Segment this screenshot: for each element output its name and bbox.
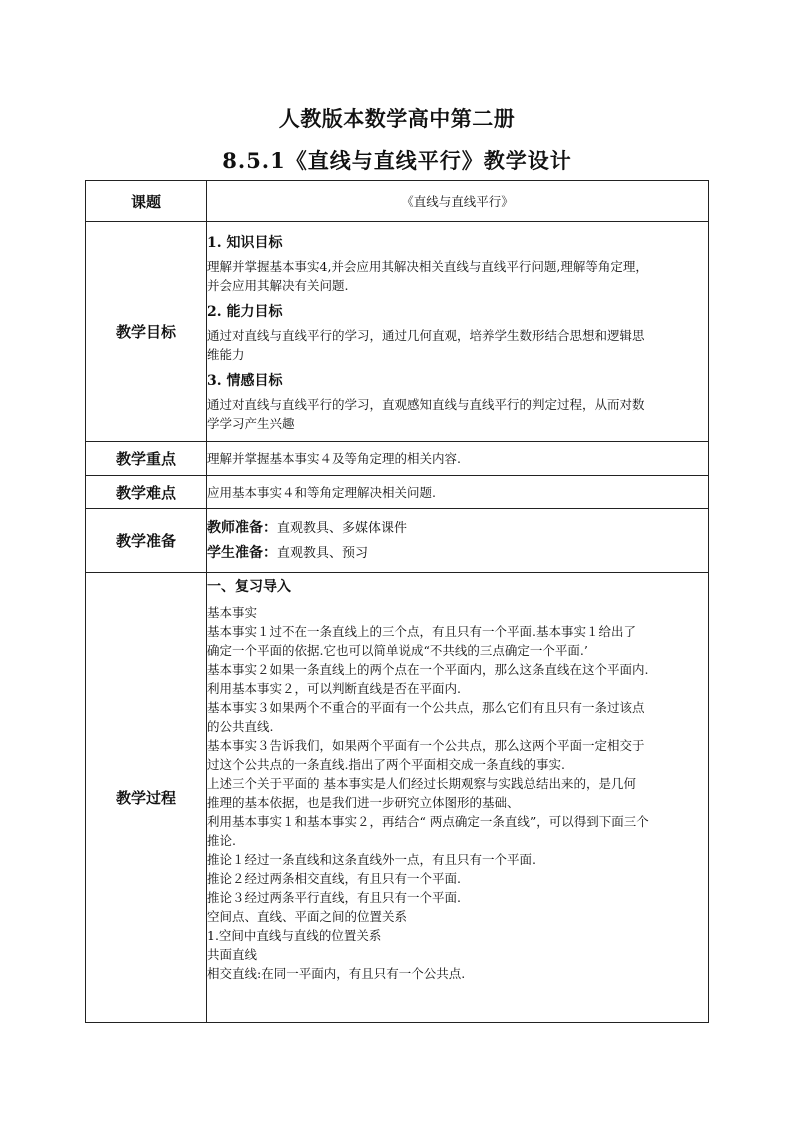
process-line: 基本事实: [207, 605, 258, 620]
lesson-plan-table: [85, 180, 709, 1023]
preparation-label: 教学准备: [86, 509, 207, 573]
key-points-value: 理解并掌握基本事实４及等角定理的相关内容.: [207, 442, 709, 476]
knowledge-goal-line: 理解并掌握基本事实4,并会应用其解决相关直线与直线平行问题,理解等角定理，: [207, 259, 648, 274]
teacher-preparation-value: 直观教具、多媒体课件: [277, 520, 408, 536]
key-points-row: [86, 442, 709, 476]
process-line: 上述三个关于平面的 基本事实是人们经过长期观察与实践总结出来的，是几何: [207, 776, 636, 791]
process-line: 推理的基本依据，也是我们进一步研究立体图形的基础、: [207, 795, 520, 810]
process-line: 基本事实３如果两个不重合的平面有一个公共点，那么它们有且只有一条过该点: [207, 700, 645, 715]
process-line: 基本事实２如果一条直线上的两个点在一个平面内，那么这条直线在这个平面内.: [207, 662, 649, 677]
preparation-row: [86, 509, 709, 573]
process-content: [207, 573, 709, 1023]
emotion-goal-line: 学学习产生兴趣: [207, 416, 295, 431]
process-line: 基本事实１过不在一条直线上的三个点，有且只有一个平面.基本事实１给出了: [207, 624, 636, 639]
process-lines: [207, 603, 708, 983]
process-line: 相交直线:在同一平面内，有且只有一个公共点.: [207, 966, 466, 981]
process-line: 共面直线: [207, 947, 258, 962]
process-line: 空间点、直线、平面之间的位置关系: [207, 909, 408, 924]
process-line: 推论２经过两条相交直线，有且只有一个平面.: [207, 871, 461, 886]
process-line: 利用基本事实１和基本事实２，再结合“ 两点确定一条直线”，可以得到下面三个: [207, 814, 649, 829]
knowledge-goal-line: 并会应用其解决有关问题.: [207, 278, 349, 293]
key-points-label: 教学重点: [86, 442, 207, 476]
process-heading: 一、复习导入: [207, 579, 291, 595]
difficulty-value: 应用基本事实４和等角定理解决相关问题.: [207, 476, 709, 509]
topic-label: 课题: [86, 181, 207, 222]
ability-goal-title: 2. 能力目标: [207, 304, 283, 320]
student-preparation-label: 学生准备：: [207, 544, 277, 561]
process-line: 过这个公共点的一条直线.指出了两个平面相交成一条直线的事实.: [207, 757, 565, 772]
emotion-goal-line: 通过对直线与直线平行的学习，直观感知直线与直线平行的判定过程，从而对数: [207, 397, 645, 412]
difficulty-label: 教学难点: [86, 476, 207, 509]
topic-value: 《直线与直线平行》: [207, 181, 709, 222]
student-preparation-value: 直观教具、预习: [277, 545, 369, 561]
goals-label: 教学目标: [86, 222, 207, 442]
preparation-content: [207, 509, 709, 573]
process-label: 教学过程: [86, 573, 207, 1023]
process-row: [86, 573, 709, 1023]
ability-goal-line: 维能力: [207, 347, 245, 362]
knowledge-goal-title: 1. 知识目标: [207, 235, 283, 251]
process-line: 利用基本事实２，可以判断直线是否在平面内.: [207, 681, 461, 696]
goals-content: [207, 222, 709, 442]
document-subtitle: 8.5.1《直线与直线平行》教学设计: [222, 148, 572, 173]
process-line: 确定一个平面的依据.它也可以简单说成“不共线的三点确定一个平面.’: [207, 643, 588, 658]
process-line: 1.空间中直线与直线的位置关系: [207, 928, 382, 943]
teacher-preparation-label: 教师准备：: [207, 519, 277, 536]
emotion-goal-title: 3. 情感目标: [207, 373, 283, 389]
process-line: 的公共直线.: [207, 719, 274, 734]
goals-row: [86, 222, 709, 442]
process-line: 推论３经过两条平行直线，有且只有一个平面.: [207, 890, 461, 905]
difficulty-row: [86, 476, 709, 509]
topic-row: [86, 181, 709, 222]
process-line: 基本事实３告诉我们，如果两个平面有一个公共点，那么这两个平面一定相交于: [207, 738, 645, 753]
process-line: 推论.: [207, 833, 236, 848]
document-title: 人教版本数学高中第二册: [278, 106, 516, 131]
student-preparation: [207, 544, 708, 563]
teacher-preparation: [207, 519, 708, 538]
ability-goal-line: 通过对直线与直线平行的学习，通过几何直观，培养学生数形结合思想和逻辑思: [207, 328, 645, 343]
process-line: 推论１经过一条直线和这条直线外一点，有且只有一个平面.: [207, 852, 536, 867]
